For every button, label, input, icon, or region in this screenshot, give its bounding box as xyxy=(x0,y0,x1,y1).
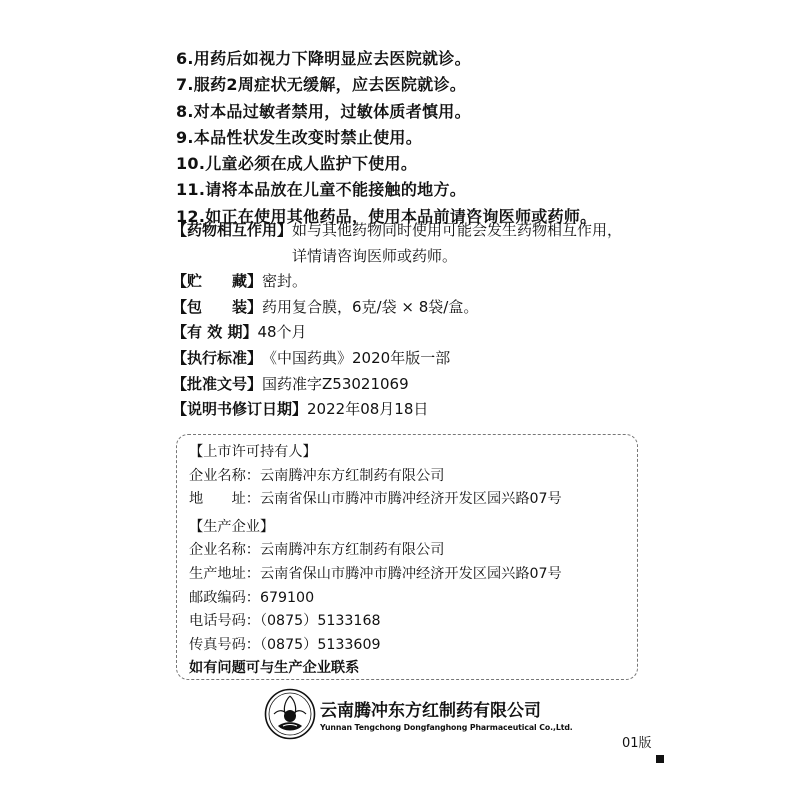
manufacturer-fax: 传真号码：（0875）5133609 xyxy=(189,636,381,653)
company-info-content xyxy=(189,441,562,681)
manufacturer-heading: 【生产企业】 xyxy=(189,518,275,535)
storage-row xyxy=(172,269,672,295)
validity-label: 【有 效 期】 xyxy=(172,323,258,342)
company-emblem-icon xyxy=(264,688,316,740)
revision-row xyxy=(172,397,672,423)
standard-value: 《中国药典》2020年版一部 xyxy=(262,348,451,367)
standard-label: 【执行标准】 xyxy=(172,348,263,367)
standard-row xyxy=(172,346,672,372)
approval-label: 【批准文号】 xyxy=(172,374,263,393)
manufacturer-contact-note: 如有问题可与生产企业联系 xyxy=(189,660,360,677)
precaution-item: 10.儿童必须在成人监护下使用。 xyxy=(176,154,418,174)
corner-mark xyxy=(656,755,664,763)
drug-info-section xyxy=(172,218,672,423)
precaution-item: 6.用药后如视力下降明显应去医院就诊。 xyxy=(176,49,471,68)
storage-value: 密封。 xyxy=(262,272,308,291)
manufacturer-address: 生产地址：云南省保山市腾冲市腾冲经济开发区园兴路07号 xyxy=(189,565,562,582)
manufacturer-company: 企业名称：云南腾冲东方红制药有限公司 xyxy=(189,542,445,559)
manufacturer-phone: 电话号码：（0875）5133168 xyxy=(189,613,381,630)
precautions-list xyxy=(176,46,696,230)
holder-address: 地 址：云南省保山市腾冲市腾冲经济开发区园兴路07号 xyxy=(189,491,562,508)
company-name-cn: 云南腾冲东方红制药有限公司 xyxy=(320,701,541,721)
holder-heading: 【上市许可持有人】 xyxy=(189,444,317,460)
validity-value: 48个月 xyxy=(257,323,307,342)
package-label: 【包 装】 xyxy=(172,297,263,316)
package-row xyxy=(172,295,672,321)
approval-value: 国药准字Z53021069 xyxy=(262,374,409,393)
package-value: 药用复合膜，6克/袋 × 8袋/盒。 xyxy=(262,297,479,316)
precaution-item: 8.对本品过敏者禁用，过敏体质者慎用。 xyxy=(176,101,471,121)
precaution-item: 7.服药2周症状无缓解，应去医院就诊。 xyxy=(176,75,467,95)
interaction-value: 如与其他药物同时使用可能会发生药物相互作用，详情请咨询医师或药师。 xyxy=(292,221,623,265)
storage-label: 【贮 藏】 xyxy=(172,272,263,291)
revision-value: 2022年08月18日 xyxy=(307,400,429,419)
precaution-item: 11.请将本品放在儿童不能接触的地方。 xyxy=(176,180,467,200)
manufacturer-postcode: 邮政编码：679100 xyxy=(189,589,315,606)
holder-company: 企业名称：云南腾冲东方红制药有限公司 xyxy=(189,467,445,484)
precaution-item: 12.如正在使用其他药品，使用本品前请咨询医师或药师。 xyxy=(176,206,597,226)
approval-row xyxy=(172,372,672,398)
interaction-row xyxy=(172,218,672,269)
interaction-label: 【药物相互作用】 xyxy=(172,221,293,239)
revision-label: 【说明书修订日期】 xyxy=(172,400,308,419)
brand-footer xyxy=(264,688,573,744)
validity-row xyxy=(172,320,672,346)
precaution-item: 9.本品性状发生改变时禁止使用。 xyxy=(176,127,423,147)
company-name-en: Yunnan Tengchong Dongfanghong Pharmaceutical Co.,Ltd. xyxy=(320,723,573,732)
version-label: 01版 xyxy=(622,736,652,751)
company-info-box xyxy=(176,434,638,680)
